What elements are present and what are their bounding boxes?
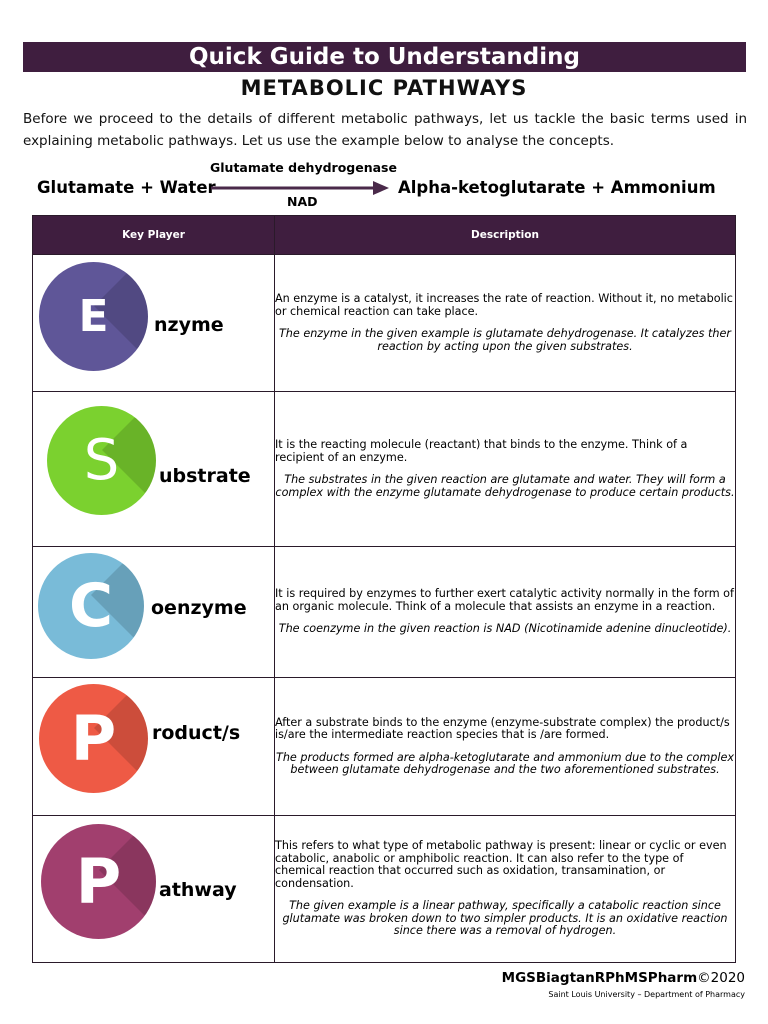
icon-letter: S (83, 428, 120, 493)
icon-letter: C (68, 571, 114, 641)
table-row (33, 392, 736, 547)
description-cell (275, 678, 736, 816)
copyright: ©2020 (697, 970, 745, 986)
letter-c-icon (38, 553, 144, 659)
key-player-cell (33, 255, 274, 391)
intro-paragraph: Before we proceed to the details of different metabolic pathways, let us tackle the basic terms used in explaining metabolic pathways. Let us use the example below to analyse the concepts. (23, 111, 747, 149)
icon-letter: P (75, 845, 122, 918)
table-row (33, 255, 736, 392)
table-row (33, 547, 736, 678)
reaction-coenzyme-label: NAD (287, 194, 318, 209)
letter-e-icon (39, 262, 148, 371)
key-player-cell (33, 547, 274, 677)
description-text: After a substrate binds to the enzyme (enzyme-substrate complex) the product/s is/are the intermediate reaction species that is /are formed. (275, 715, 730, 741)
letter-p-icon (41, 824, 156, 939)
description-text: It is required by enzymes to further exert catalytic activity normally in the form of an organic molecule. Think of a molecule that assists an enzyme in a reaction. (275, 587, 734, 613)
example-text: The products formed are alpha-ketoglutarate and ammonium due to the complex between glutamate dehydrogenase and the two aforementioned substrates. (276, 750, 734, 776)
icon-letter: P (70, 702, 117, 775)
description-text: It is the reacting molecule (reactant) that binds to the enzyme. Think of a recipient of an enzyme. (275, 438, 688, 464)
table-header-row (33, 216, 736, 255)
title-banner: Quick Guide to Understanding (23, 42, 746, 72)
description-cell (275, 547, 736, 678)
header-key-player: Key Player (33, 216, 275, 255)
footer-institution: Saint Louis University – Department of Pharmacy (548, 990, 745, 999)
example-text: The substrates in the given reaction are glutamate and water. They will form a complex with the enzyme glutamate dehydrogenase to produce certain products. (275, 473, 735, 499)
player-name: athway (159, 879, 237, 901)
table-row (33, 816, 736, 963)
page-subtitle: METABOLIC PATHWAYS (240, 76, 528, 100)
key-player-table (32, 215, 736, 963)
letter-s-icon (47, 406, 156, 515)
description-cell (275, 816, 736, 963)
player-name: roduct/s (152, 722, 241, 744)
letter-p-icon (39, 684, 148, 793)
icon-letter: E (78, 291, 109, 342)
example-text: The enzyme in the given example is glutamate dehydrogenase. It catalyzes ther reaction by acting upon the given substrates. (278, 327, 732, 353)
description-cell (275, 255, 736, 392)
footer-author (502, 970, 745, 986)
header-description: Description (275, 216, 736, 255)
author-name: MGSBiagtanRPhMSPharm (501, 970, 698, 986)
player-name: oenzyme (151, 597, 247, 619)
key-player-cell (33, 392, 274, 546)
table-row (33, 678, 736, 816)
example-text: The given example is a linear pathway, specifically a catabolic reaction since glutamate was broken down to two simpler products. It is an oxidative reaction since there was a removal of hydrogen. (282, 899, 728, 938)
example-text: The coenzyme in the given reaction is NAD (Nicotinamide adenine dinucleotide). (278, 622, 732, 636)
key-player-cell (33, 678, 274, 815)
reaction-reactants: Glutamate + Water (37, 178, 216, 197)
player-name: nzyme (154, 314, 224, 336)
reaction-enzyme-label: Glutamate dehydrogenase (210, 160, 397, 175)
player-name: ubstrate (159, 465, 251, 487)
description-cell (275, 392, 736, 547)
description-text: An enzyme is a catalyst, it increases the rate of reaction. Without it, no metabolic or chemical reaction can take place. (275, 292, 733, 318)
key-player-cell (33, 816, 274, 962)
description-text: This refers to what type of metabolic pathway is present: linear or cyclic or even catabolic, anabolic or amphibolic reaction. It can also refer to the type of chemical reaction that occurred such as oxidation, transamination, or condensation. (275, 839, 727, 890)
reaction-products: Alpha-ketoglutarate + Ammonium (398, 178, 716, 197)
